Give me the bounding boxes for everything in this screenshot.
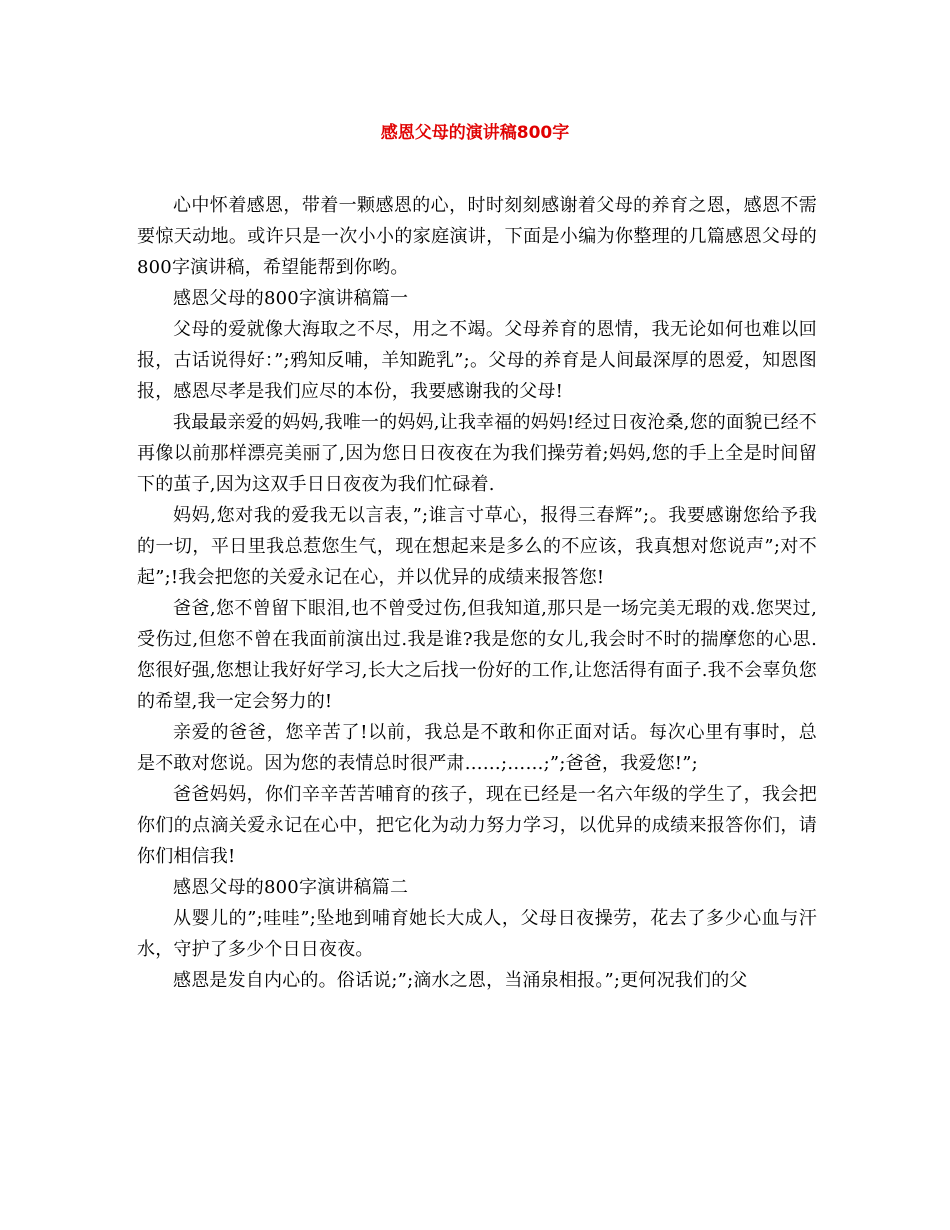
section-heading-2: 感恩父母的800字演讲稿篇二 xyxy=(173,877,409,898)
document-body xyxy=(137,190,817,996)
body-paragraph: 爸爸妈妈，你们辛辛苦苦哺育的孩子，现在已经是一名六年级的学生了，我会把你们的点滴关爱永记在心中，把它化为动力努力学习，以优异的成绩来报答你们，请你们相信我! xyxy=(137,784,817,867)
body-paragraph: 亲爱的爸爸，您辛苦了!以前，我总是不敢和你正面对话。每次心里有事时，总是不敢对您说。因为您的表情总时很严肃……;……;”;爸爸，我爱您!”; xyxy=(137,722,817,774)
body-paragraph: 父母的爱就像大海取之不尽，用之不竭。父母养育的恩情，我无论如何也难以回报，古话说得好：”;鸦知反哺，羊知跪乳”;。父母的养育是人间最深厚的恩爱，知恩图报，感恩尽孝是我们应尽的本份，我要感谢我的父母! xyxy=(137,319,817,402)
body-paragraph: 爸爸,您不曾留下眼泪,也不曾受过伤,但我知道,那只是一场完美无瑕的戏.您哭过,受伤过,但您不曾在我面前演出过.我是谁?我是您的女儿,我会时不时的揣摩您的心思.您很好强,您想让我好好学习,长大之后找一份好的工作,让您活得有面子.我不会辜负您的希望,我一定会努力的! xyxy=(137,598,817,712)
body-paragraph: 妈妈,您对我的爱我无以言表，”;谁言寸草心，报得三春辉”;。我要感谢您给予我的一切，平日里我总惹您生气，现在想起来是多么的不应该，我真想对您说声”;对不起”;!我会把您的关爱永记在心，并以优异的成绩来报答您! xyxy=(137,505,817,588)
intro-paragraph: 心中怀着感恩，带着一颗感恩的心，时时刻刻感谢着父母的养育之恩，感恩不需要惊天动地。或许只是一次小小的家庭演讲，下面是小编为你整理的几篇感恩父母的800字演讲稿，希望能帮到你哟。 xyxy=(137,195,817,278)
document-title: 感恩父母的演讲稿800字 xyxy=(380,123,570,143)
body-paragraph: 感恩是发自内心的。俗话说;”;滴水之恩，当涌泉相报。”;更何况我们的父 xyxy=(173,970,748,991)
body-paragraph: 我最最亲爱的妈妈,我唯一的妈妈,让我幸福的妈妈!经过日夜沧桑,您的面貌已经不再像以前那样漂亮美丽了,因为您日日夜夜在为我们操劳着;妈妈,您的手上全是时间留下的茧子,因为这双手日日夜夜为我们忙碌着. xyxy=(137,412,817,495)
section-heading-1: 感恩父母的800字演讲稿篇一 xyxy=(173,288,409,309)
body-paragraph: 从婴儿的”;哇哇”;坠地到哺育她长大成人，父母日夜操劳，花去了多少心血与汗水，守护了多少个日日夜夜。 xyxy=(137,908,817,960)
